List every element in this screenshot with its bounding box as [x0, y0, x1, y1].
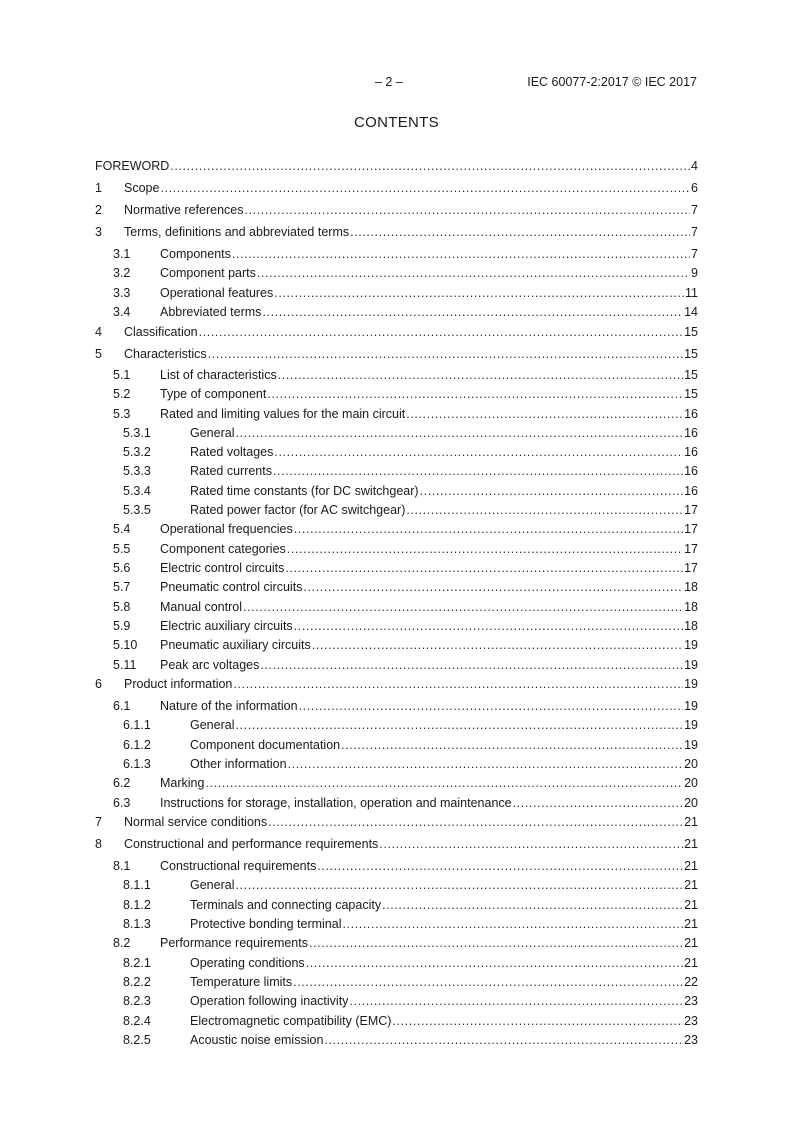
toc-entry-page: 20	[684, 757, 698, 771]
toc-entry-page: 15	[684, 325, 698, 339]
toc-entry-page: 20	[684, 796, 698, 810]
dot-leader	[306, 955, 683, 972]
dot-leader	[293, 974, 683, 991]
dot-leader	[349, 993, 683, 1010]
toc-entry[interactable]	[95, 324, 698, 341]
toc-entry-number: 8.2.2	[123, 975, 151, 989]
dot-leader	[317, 858, 683, 875]
toc-entry-title: Normal service conditions	[124, 815, 268, 829]
toc-entry-page: 17	[684, 522, 698, 536]
toc-entry[interactable]	[95, 974, 698, 991]
toc-entry-page: 21	[684, 898, 698, 912]
toc-entry-page: 19	[684, 638, 698, 652]
toc-entry[interactable]	[95, 993, 698, 1010]
dot-leader	[379, 836, 683, 853]
toc-entry-title: Terminals and connecting capacity	[190, 898, 382, 912]
toc-entry-page: 7	[691, 203, 698, 217]
toc-entry-page: 6	[691, 181, 698, 195]
dot-leader	[235, 425, 683, 442]
toc-entry-page: 19	[684, 738, 698, 752]
toc-entry-page: 16	[684, 484, 698, 498]
dot-leader	[245, 202, 691, 219]
toc-entry-page: 23	[684, 1014, 698, 1028]
dot-leader	[309, 935, 683, 952]
toc-entry-page: 15	[684, 347, 698, 361]
toc-entry[interactable]	[95, 304, 698, 321]
toc-entry-title: Marking	[160, 776, 205, 790]
dot-leader	[235, 717, 683, 734]
toc-entry[interactable]	[95, 698, 698, 715]
toc-entry-number: 5.4	[113, 522, 131, 536]
dot-leader	[205, 775, 683, 792]
toc-entry-number: 3.3	[113, 286, 131, 300]
toc-entry-page: 18	[684, 619, 698, 633]
toc-entry[interactable]	[95, 483, 698, 500]
toc-entry[interactable]	[95, 425, 698, 442]
toc-entry[interactable]	[95, 560, 698, 577]
toc-entry-title: Pneumatic auxiliary circuits	[160, 638, 311, 652]
toc-entry[interactable]	[95, 346, 698, 363]
toc-entry-page: 7	[691, 247, 698, 261]
toc-entry-title: Temperature limits	[190, 975, 293, 989]
toc-entry-title: Constructional requirements	[160, 859, 317, 873]
toc-entry-page: 16	[684, 407, 698, 421]
toc-entry-number: 5.8	[113, 600, 131, 614]
toc-entry-number: 8.1.3	[123, 917, 151, 931]
toc-entry-title: Characteristics	[124, 347, 207, 361]
toc-entry-title: Scope	[124, 181, 160, 195]
toc-entry-title: Classification	[124, 325, 198, 339]
toc-entry-page: 15	[684, 387, 698, 401]
toc-entry[interactable]	[95, 265, 698, 282]
toc-entry-number: 5.2	[113, 387, 131, 401]
toc-entry[interactable]	[95, 202, 698, 219]
toc-entry-title: General	[190, 426, 235, 440]
toc-entry-number: 8.2.1	[123, 956, 151, 970]
toc-entry-number: 1	[95, 181, 102, 195]
dot-leader	[267, 386, 683, 403]
toc-entry-title: Protective bonding terminal	[190, 917, 342, 931]
toc-entry-title: Component categories	[160, 542, 286, 556]
toc-entry-number: 6.2	[113, 776, 131, 790]
toc-entry-number: 8	[95, 837, 102, 851]
dot-leader	[262, 304, 683, 321]
toc-entry-number: 8.2.3	[123, 994, 151, 1008]
dot-leader	[170, 158, 690, 175]
dot-leader	[160, 180, 690, 197]
toc-entry-page: 21	[684, 837, 698, 851]
toc-entry[interactable]	[95, 897, 698, 914]
toc-entry-number: 8.1.1	[123, 878, 151, 892]
toc-entry-page: 21	[684, 956, 698, 970]
dot-leader	[233, 676, 683, 693]
toc-entry-title: Peak arc voltages	[160, 658, 260, 672]
toc-entry[interactable]	[95, 618, 698, 635]
toc-entry-page: 15	[684, 368, 698, 382]
toc-entry-page: 21	[684, 815, 698, 829]
dot-leader	[285, 560, 683, 577]
toc-entry-page: 19	[684, 677, 698, 691]
toc-entry-title: FOREWORD	[95, 159, 170, 173]
toc-entry-number: 7	[95, 815, 102, 829]
toc-entry[interactable]	[95, 1032, 698, 1049]
toc-entry[interactable]	[95, 836, 698, 853]
dot-leader	[260, 657, 683, 674]
toc-entry-title: General	[190, 718, 235, 732]
toc-entry-page: 4	[691, 159, 698, 173]
toc-entry[interactable]	[95, 814, 698, 831]
toc-entry-page: 21	[684, 878, 698, 892]
toc-entry-page: 16	[684, 426, 698, 440]
toc-entry-title: Rated time constants (for DC switchgear)	[190, 484, 419, 498]
dot-leader	[273, 463, 683, 480]
toc-entry-number: 5.5	[113, 542, 131, 556]
toc-entry-page: 23	[684, 994, 698, 1008]
toc-entry-number: 4	[95, 325, 102, 339]
toc-entry[interactable]	[95, 737, 698, 754]
toc-entry-number: 5.7	[113, 580, 131, 594]
toc-entry-page: 7	[691, 225, 698, 239]
toc-entry[interactable]	[95, 877, 698, 894]
dot-leader	[257, 265, 690, 282]
dot-leader	[312, 637, 683, 654]
dot-leader	[341, 737, 683, 754]
toc-entry-number: 6.1.1	[123, 718, 151, 732]
page-number: – 2 –	[375, 75, 403, 89]
toc-entry-number: 5.9	[113, 619, 131, 633]
toc-entry-number: 3.1	[113, 247, 131, 261]
toc-entry-title: Rated voltages	[190, 445, 274, 459]
toc-entry-title: Other information	[190, 757, 287, 771]
toc-entry-page: 11	[685, 286, 698, 300]
toc-entry[interactable]	[95, 858, 698, 875]
toc-entry-page: 17	[684, 503, 698, 517]
toc-entry-number: 6.1.2	[123, 738, 151, 752]
dot-leader	[274, 285, 684, 302]
toc-entry-title: Product information	[124, 677, 233, 691]
toc-entry-number: 3	[95, 225, 102, 239]
toc-entry[interactable]	[95, 444, 698, 461]
toc-entry-number: 5.3.5	[123, 503, 151, 517]
dot-leader	[232, 246, 690, 263]
toc-entry-title: Rated power factor (for AC switchgear)	[190, 503, 406, 517]
toc-entry-title: Electromagnetic compatibility (EMC)	[190, 1014, 392, 1028]
toc-entry-number: 5.10	[113, 638, 138, 652]
toc-entry-number: 8.2.4	[123, 1014, 151, 1028]
dot-leader	[303, 579, 683, 596]
toc-entry[interactable]	[95, 367, 698, 384]
dot-leader	[294, 618, 683, 635]
toc-entry[interactable]	[95, 246, 698, 263]
toc-entry[interactable]	[95, 657, 698, 674]
toc-entry-page: 9	[691, 266, 698, 280]
dot-leader	[294, 521, 683, 538]
toc-entry-number: 3.2	[113, 266, 131, 280]
toc-entry[interactable]	[95, 756, 698, 773]
dot-leader	[235, 877, 683, 894]
dot-leader	[392, 1013, 683, 1030]
toc-entry-number: 5.3	[113, 407, 131, 421]
toc-entry-number: 5.3.3	[123, 464, 151, 478]
dot-leader	[406, 406, 683, 423]
dot-leader	[199, 324, 683, 341]
dot-leader	[299, 698, 684, 715]
toc-entry-number: 3.4	[113, 305, 131, 319]
toc-entry[interactable]	[95, 717, 698, 734]
toc-entry-title: Normative references	[124, 203, 244, 217]
toc-entry-number: 8.1.2	[123, 898, 151, 912]
toc-entry-page: 21	[684, 917, 698, 931]
toc-entry-title: Performance requirements	[160, 936, 308, 950]
dot-leader	[342, 916, 683, 933]
dot-leader	[513, 795, 683, 812]
toc-entry-title: Component parts	[160, 266, 256, 280]
toc-entry-number: 5.3.1	[123, 426, 151, 440]
toc-entry-title: Components	[160, 247, 231, 261]
toc-entry[interactable]	[95, 224, 698, 241]
dot-leader	[278, 367, 683, 384]
toc-entry-number: 8.2.5	[123, 1033, 151, 1047]
toc-entry-number: 5.6	[113, 561, 131, 575]
dot-leader	[406, 502, 683, 519]
dot-leader	[288, 756, 684, 773]
toc-entry[interactable]	[95, 579, 698, 596]
toc-entry-page: 16	[684, 445, 698, 459]
toc-entry[interactable]	[95, 463, 698, 480]
dot-leader	[208, 346, 683, 363]
toc-entry[interactable]	[95, 676, 698, 693]
toc-entry[interactable]	[95, 285, 698, 302]
dot-leader	[324, 1032, 683, 1049]
toc-entry-number: 6	[95, 677, 102, 691]
toc-entry-number: 5.3.2	[123, 445, 151, 459]
toc-entry-title: Operational features	[160, 286, 274, 300]
toc-entry-number: 5.11	[113, 658, 137, 672]
toc-entry-title: Abbreviated terms	[160, 305, 262, 319]
toc-entry-page: 19	[684, 699, 698, 713]
toc-entry-title: Rated currents	[190, 464, 272, 478]
toc-entry[interactable]	[95, 158, 698, 175]
toc-entry[interactable]	[95, 599, 698, 616]
toc-entry[interactable]	[95, 637, 698, 654]
toc-entry[interactable]	[95, 955, 698, 972]
toc-entry-page: 17	[684, 561, 698, 575]
dot-leader	[420, 483, 684, 500]
toc-entry-title: Rated and limiting values for the main circuit	[160, 407, 406, 421]
toc-entry-title: Manual control	[160, 600, 242, 614]
toc-entry-title: Constructional and performance requirements	[124, 837, 379, 851]
toc-entry[interactable]	[95, 502, 698, 519]
toc-entry[interactable]	[95, 386, 698, 403]
toc-entry-number: 5.3.4	[123, 484, 151, 498]
toc-entry-number: 6.1	[113, 699, 131, 713]
toc-entry[interactable]	[95, 935, 698, 952]
page-header	[0, 75, 793, 93]
toc-entry-page: 18	[684, 580, 698, 594]
toc-entry[interactable]	[95, 916, 698, 933]
document-reference: IEC 60077-2:2017 © IEC 2017	[527, 75, 697, 89]
toc-entry[interactable]	[95, 541, 698, 558]
toc-entry-number: 6.3	[113, 796, 131, 810]
toc-entry-number: 8.2	[113, 936, 131, 950]
toc-entry-page: 20	[684, 776, 698, 790]
toc-entry-title: Acoustic noise emission	[190, 1033, 324, 1047]
toc-entry-page: 18	[684, 600, 698, 614]
toc-entry-title: Type of component	[160, 387, 267, 401]
toc-entry[interactable]	[95, 795, 698, 812]
contents-heading: CONTENTS	[354, 114, 439, 131]
toc-entry-page: 14	[684, 305, 698, 319]
toc-entry-number: 5	[95, 347, 102, 361]
toc-entry-title: Instructions for storage, installation, operation and maintenance	[160, 796, 512, 810]
toc-entry-title: Electric auxiliary circuits	[160, 619, 293, 633]
toc-entry-number: 5.1	[113, 368, 131, 382]
dot-leader	[243, 599, 683, 616]
toc-entry-title: General	[190, 878, 235, 892]
toc-entry-number: 8.1	[113, 859, 131, 873]
toc-entry[interactable]	[95, 521, 698, 538]
toc-entry[interactable]	[95, 775, 698, 792]
toc-entry-page: 21	[684, 859, 698, 873]
toc-entry-page: 21	[684, 936, 698, 950]
toc-entry-page: 22	[684, 975, 698, 989]
toc-entry-title: Operation following inactivity	[190, 994, 349, 1008]
toc-entry-title: Component documentation	[190, 738, 341, 752]
toc-entry-number: 6.1.3	[123, 757, 151, 771]
toc-entry-page: 23	[684, 1033, 698, 1047]
toc-entry-page: 17	[684, 542, 698, 556]
toc-entry-page: 16	[684, 464, 698, 478]
dot-leader	[287, 541, 683, 558]
toc-entry-title: Electric control circuits	[160, 561, 285, 575]
dot-leader	[350, 224, 690, 241]
toc-entry-title: Operational frequencies	[160, 522, 293, 536]
dot-leader	[268, 814, 683, 831]
dot-leader	[382, 897, 683, 914]
toc-entry-number: 2	[95, 203, 102, 217]
toc-entry[interactable]	[95, 180, 698, 197]
toc-entry-title: Pneumatic control circuits	[160, 580, 303, 594]
toc-entry-page: 19	[684, 658, 698, 672]
toc-entry-title: Nature of the information	[160, 699, 298, 713]
dot-leader	[274, 444, 683, 461]
toc-entry-title: List of characteristics	[160, 368, 277, 382]
toc-entry-title: Operating conditions	[190, 956, 305, 970]
toc-entry-page: 19	[684, 718, 698, 732]
toc-entry[interactable]	[95, 1013, 698, 1030]
toc-entry-title: Terms, definitions and abbreviated terms	[124, 225, 350, 239]
toc-entry[interactable]	[95, 406, 698, 423]
